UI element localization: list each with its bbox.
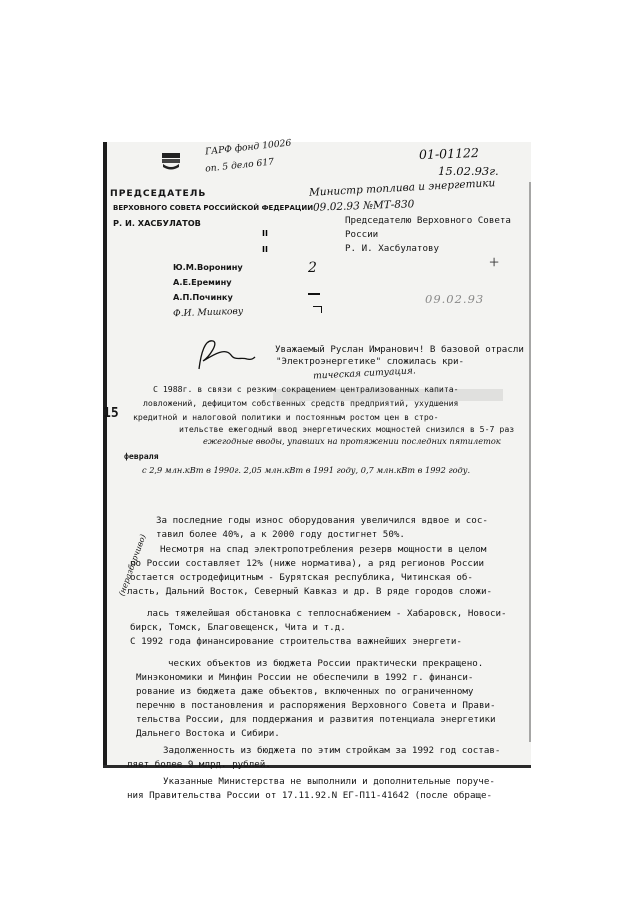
scan-edge-right <box>529 182 531 742</box>
body-line: Минэкономики и Минфин России не обеспечили в 1992 г. финанси- <box>136 672 474 683</box>
routing-dash <box>308 293 320 295</box>
body-line: рование из бюджета даже объектов, включенных по ограниченному <box>136 686 474 697</box>
date-stamp: 09.02.93 <box>425 292 485 306</box>
letterhead-title: ПРЕДСЕДАТЕЛЬ <box>110 188 207 199</box>
body-line: кредитной и налоговой политики и постоянным ростом цен в стро- <box>133 412 439 422</box>
margin-mark: II <box>262 229 268 238</box>
body-line: Уважаемый Руслан Имранович! В базовой отрасли <box>275 344 524 355</box>
body-line: с 2,9 млн.кВт в 1990г. 2,05 млн.кВт в 1991 году, 0,7 млн.кВт в 1992 году. <box>142 465 471 475</box>
state-emblem-icon <box>160 150 182 172</box>
body-line: Дальнего Востока и Сибири. <box>136 728 280 739</box>
plus-mark: + <box>489 252 500 272</box>
margin-handwriting: (неразборчиво) <box>117 532 148 598</box>
body-line: тельства России, для поддержания и развития потенциала энергетики <box>136 714 496 725</box>
body-line: по России составляет 12% (ниже норматива), а ряд регионов России <box>130 558 485 569</box>
registration-date: 15.02.93г. <box>438 164 499 178</box>
body-line: Задолженность из бюджета по этим стройкам за 1992 год состав- <box>163 745 501 756</box>
routing-recipient: А.П.Починку <box>173 292 233 302</box>
handwritten-ministry-note: Министр топлива и энергетики <box>308 177 496 199</box>
body-line: "Электроэнергетике" сложилась кри- <box>276 356 465 367</box>
body-line: ительстве ежегодный ввод энергетических мощностей снизился в 5-7 раз <box>179 424 515 434</box>
scanned-letter-page <box>103 137 531 801</box>
body-line: перечню в постановления и распоряжения Верховного Совета и Прави- <box>136 700 496 711</box>
addressee-line: России <box>345 229 379 240</box>
archive-stamp: ГАРФ фонд 10026 <box>204 137 292 158</box>
body-line: За последние годы износ оборудования увеличился вдвое и сос- <box>156 515 488 526</box>
body-line: ния Правительства России от 17.11.92.N ЕГ-П11-41642 (после обраще- <box>127 790 493 801</box>
body-line: Указанные Министерства не выполнили и дополнительные поруче- <box>163 776 495 787</box>
addressee-line: Р. И. Хасбулатову <box>345 243 440 254</box>
handwritten-ministry-date: 09.02.93 №МТ-830 <box>312 198 415 214</box>
routing-recipient: Ю.М.Воронину <box>173 262 243 272</box>
letterhead-name: Р. И. ХАСБУЛАТОВ <box>113 218 201 228</box>
body-line: С 1988г. в связи с резким сокращением централизованных капита- <box>153 384 459 394</box>
body-line: С 1992 года финансирование строительства важнейших энергети- <box>130 636 462 647</box>
addressee-line: Председателю Верховного Совета <box>345 215 511 226</box>
signature-scrawl <box>195 335 257 373</box>
body-line: лась тяжелейшая обстановка с теплоснабжением - Хабаровск, Новоси- <box>147 608 507 619</box>
body-line: ловложений, дефицитом собственных средств предприятий, ухудшения <box>143 398 459 408</box>
routing-mark: 2 <box>308 260 317 276</box>
page-number: 15 <box>103 406 119 421</box>
registration-number: 01-01122 <box>418 144 480 163</box>
routing-bracket <box>313 306 322 313</box>
body-line: ласть, Дальний Восток, Северный Кавказ и др. В ряде городов сложи- <box>127 586 493 597</box>
margin-mark: II <box>262 245 268 254</box>
scan-edge-left <box>103 142 107 768</box>
routing-recipient: А.Е.Еремину <box>173 277 232 287</box>
body-line-handwritten: ежегодные вводы, упавших на протяжении последних пятилеток <box>203 436 501 446</box>
routing-recipient-handwritten: Ф.И. Мишкову <box>172 305 244 320</box>
body-line-handwritten: тическая ситуация. <box>312 365 417 382</box>
body-line: ческих объектов из бюджета России практически прекращено. <box>168 658 484 669</box>
body-line: тавил более 40%, а к 2000 году достигнет 50%. <box>156 529 405 540</box>
body-line: остается остродефицитным - Бурятская республика, Читинская об- <box>130 572 473 583</box>
body-line: бирск, Томск, Благовещенск, Чита и т.д. <box>130 622 346 633</box>
letterhead-org: ВЕРХОВНОГО СОВЕТА РОССИЙСКОЙ ФЕДЕРАЦИИ <box>113 204 314 212</box>
body-line: ляет более 9 млрд. рублей. <box>127 759 271 770</box>
body-line: Несмотря на спад электропотребления резерв мощности в целом <box>160 544 487 555</box>
archive-reference: оп. 5 дело 617 <box>204 156 275 175</box>
date-fragment: февраля <box>124 451 159 461</box>
